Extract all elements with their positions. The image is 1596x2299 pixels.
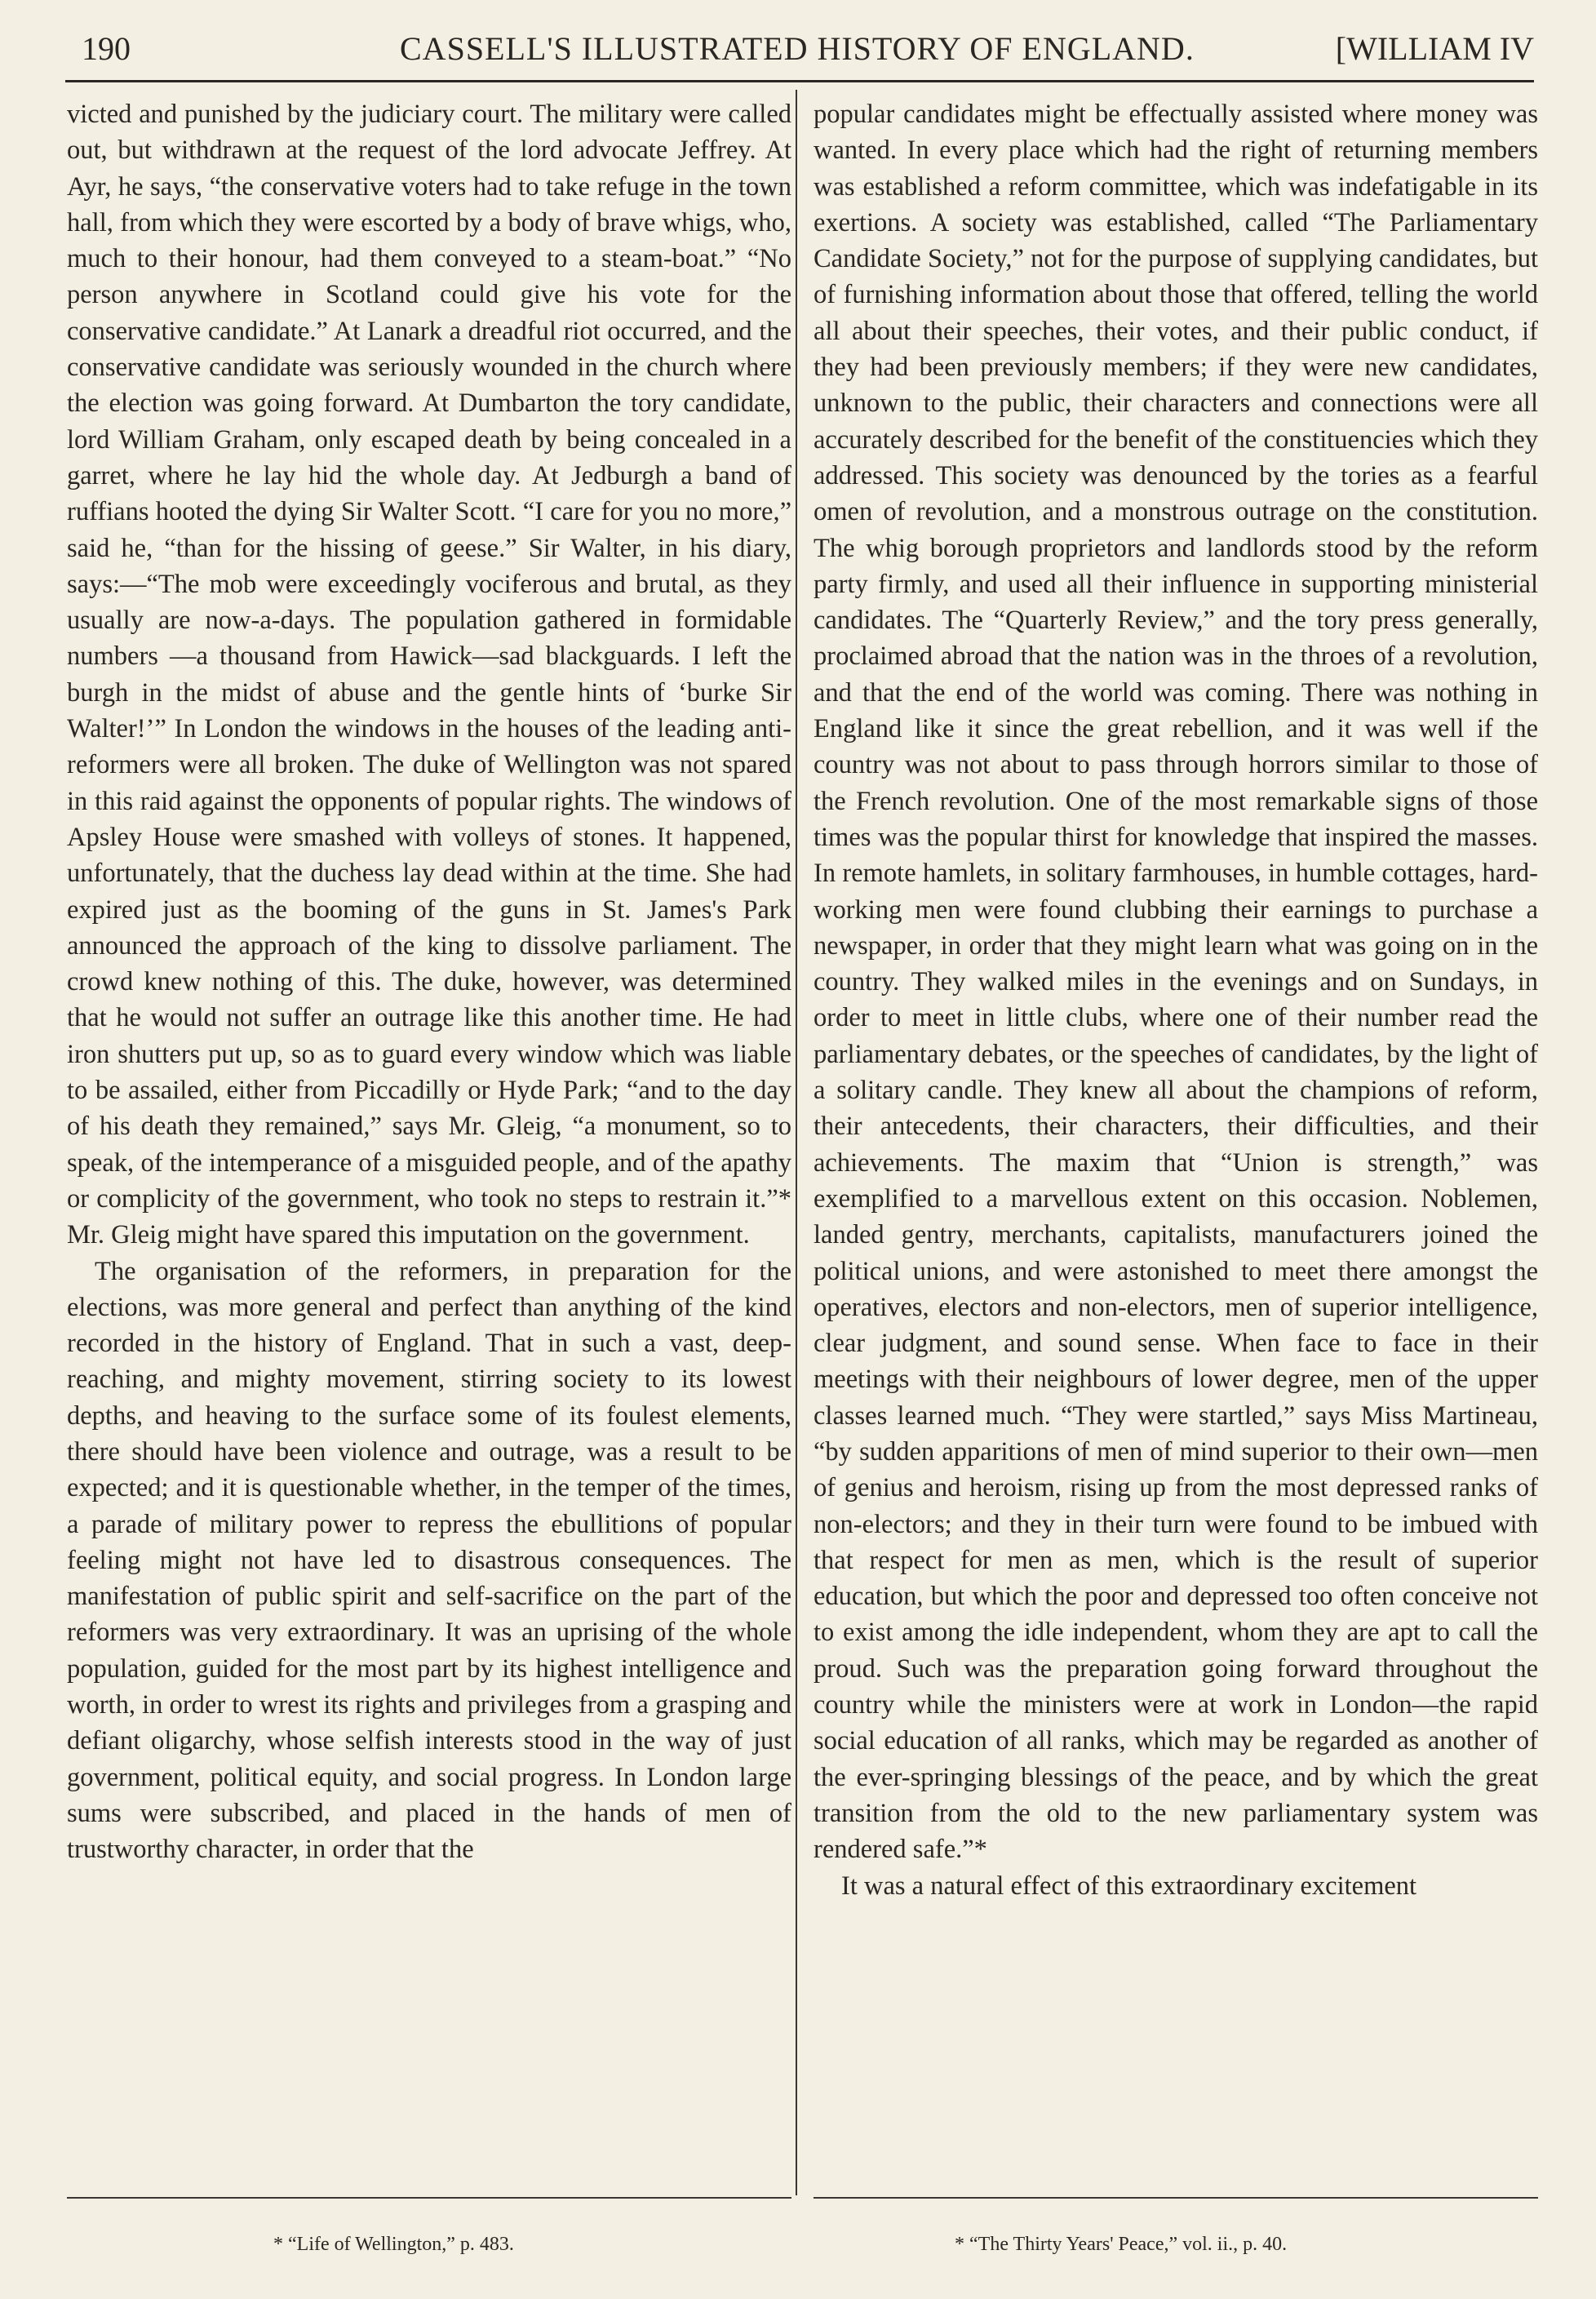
- footnote-right: * “The Thirty Years' Peace,” vol. ii., p. 40.: [955, 2234, 1288, 2255]
- running-header: [65, 23, 1534, 72]
- footnote-rule-right: [814, 2197, 1538, 2199]
- left-column: [67, 96, 791, 1868]
- left-paragraph-2: The organisation of the reformers, in preparation for the elections, was more general and perfect than anything of the kind recorded in the history of England. That in such a vast, deep-reaching, and mighty movement, stirring society to its lowest depths, and heaving to the surface some of its foulest elements, there should have been violence and outrage, was a result to be expected; and it is questionable whether, in the temper of the times, a parade of military power to repress the ebullitions of popular feeling might not have led to disastrous consequences. The manifestation of public spirit and self-sacrifice on the part of the reformers was very extraordinary. It was an uprising of the whole population, guided for the most part by its highest intelligence and worth, in order to wrest its rights and privileges from a grasping and defiant oligarchy, whose selfish interests stood in the way of just government, political equity, and social progress. In London large sums were subscribed, and placed in the hands of men of trustworthy character, in order that the: [67, 1256, 791, 1865]
- footnote-left: * “Life of Wellington,” p. 483.: [273, 2234, 514, 2255]
- right-paragraph-2: It was a natural effect of this extraordinary excitement: [841, 1871, 1417, 1901]
- right-column: [814, 96, 1538, 1904]
- page-number: 190: [82, 30, 131, 67]
- footnote-rule-left: [67, 2197, 791, 2199]
- left-paragraph-1: victed and punished by the judiciary court. The military were called out, but withdrawn at the request of the lord advocate Jeffrey. At Ayr, he says, “the conservative voters had to take refuge in the town hall, from which they were escorted by a body of brave whigs, who, much to their honour, had them conveyed to a steam-boat.” “No person anywhere in Scotland could give his vote for the conservative candidate.” At Lanark a dreadful riot occurred, and the conservative candidate was seriously wounded in the church where the election was going forward. At Dumbarton the tory candidate, lord William Graham, only escaped death by being concealed in a garret, where he lay hid the whole day. At Jedburgh a band of ruffians hooted the dying Sir Walter Scott. “I care for you no more,” said he, “than for the hissing of geese.” Sir Walter, in his diary, says:—“The mob were exceedingly vociferous and brutal, as they usually are now-a-days. The population gathered in formidable numbers —a thousand from Hawick—sad blackguards. I left the burgh in the midst of abuse and the gentle hints of ‘burke Sir Walter!’” In London the windows in the houses of the leading anti-reformers were all broken. The duke of Wellington was not spared in this raid against the opponents of popular rights. The windows of Apsley House were smashed with volleys of stones. It happened, unfortunately, that the duchess lay dead within at the time. She had expired just as the booming of the guns in St. James's Park announced the approach of the king to dissolve parliament. The crowd knew nothing of this. The duke, however, was determined that he would not suffer an outrage like this another time. He had iron shutters put up, so as to guard every window which was liable to be assailed, either from Piccadilly or Hyde Park; “and to the day of his death they remained,” says Mr. Gleig, “a monument, so to speak, of the intemperance of a misguided people, and of the apathy or complicity of the government, who took no steps to restrain it.”* Mr. Gleig might have spared this imputation on the government.: [67, 100, 791, 1250]
- right-paragraph-1: popular candidates might be effectually assisted where money was wanted. In every place which had the right of returning members was established a reform committee, which was indefatigable in its exertions. A society was established, called “The Parliamentary Candidate Society,” not for the purpose of supplying candidates, but of furnishing information about those that offered, telling the world all about their speeches, their votes, and their public conduct, if they had been previously members; if they were new candidates, unknown to the public, their characters and connections were all accurately described for the benefit of the constituencies which they addressed. This society was denounced by the tories as a fearful omen of revolution, and a monstrous outrage on the constitution. The whig borough proprietors and landlords stood by the reform party firmly, and used all their influence in supporting ministerial candidates. The “Quarterly Review,” and the tory press generally, proclaimed abroad that the nation was in the throes of a revolution, and that the end of the world was coming. There was nothing in England like it since the great rebellion, and it was well if the country was not about to pass through horrors similar to those of the French revolution. One of the most remarkable signs of those times was the popular thirst for knowledge that inspired the masses. In remote hamlets, in solitary farmhouses, in humble cottages, hard-working men were found clubbing their earnings to purchase a newspaper, in order that they might learn what was going on in the country. They walked miles in the evenings and on Sundays, in order to meet in little clubs, where one of their number read the parliamentary debates, or the speeches of candidates, by the light of a solitary candle. They knew all about the champions of reform, their antecedents, their characters, their difficulties, and their achievements. The maxim that “Union is strength,” was exemplified to a marvellous extent on this occasion. Noblemen, landed gentry, merchants, capitalists, manufacturers joined the political unions, and were astonished to meet there amongst the operatives, electors and non-electors, men of superior intelligence, clear judgment, and sound sense. When face to face in their meetings with their neighbours of lower degree, men of the upper classes learned much. “They were startled,” says Miss Martineau, “by sudden apparitions of men of mind superior to their own—men of genius and heroism, rising up from the most depressed ranks of non-electors; and they in their turn were found to be imbued with that respect for men as men, which is the result of superior education, but which the poor and depressed too often conceive not to exist among the idle independent, whom they are apt to call the proud. Such was the preparation going forward throughout the country while the ministers were at work in London—the rapid social education of all ranks, which may be regarded as another of the ever-springing blessings of the peace, and by which the great transition from the old to the new parliamentary system was rendered safe.”*: [814, 100, 1538, 1865]
- reign-label: [WILLIAM IV: [1335, 30, 1534, 67]
- column-divider: [796, 90, 797, 2195]
- running-title: CASSELL'S ILLUSTRATED HISTORY OF ENGLAND.: [400, 30, 1195, 67]
- header-rule: [65, 80, 1534, 82]
